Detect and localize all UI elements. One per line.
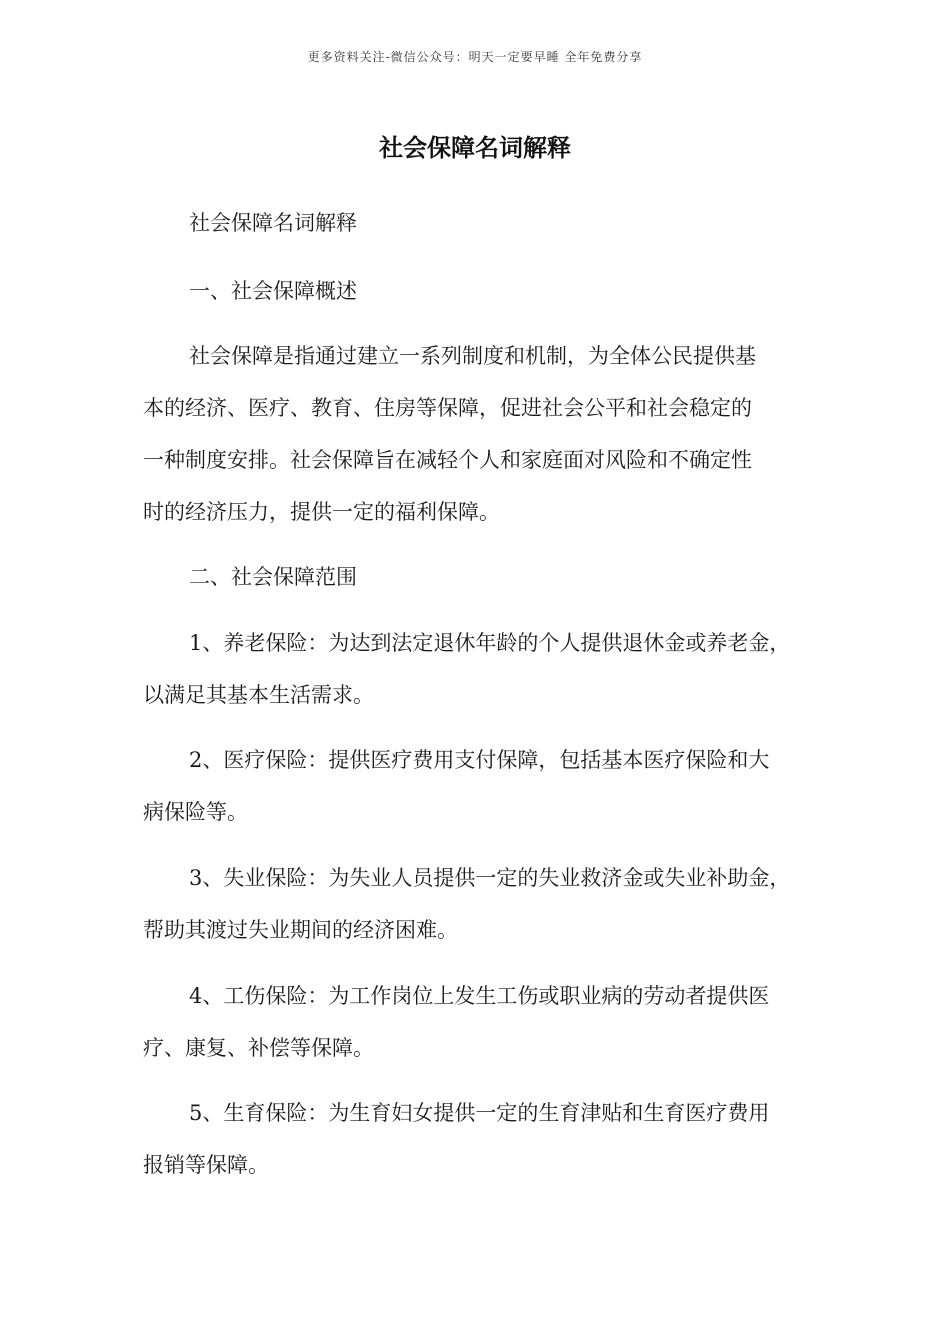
insurance-item-line: 5、生育保险：为生育妇女提供一定的生育津贴和生育医疗费用 [189, 1101, 770, 1125]
section-2-heading: 二、社会保障范围 [189, 565, 357, 589]
header-note: 更多资料关注-微信公众号：明天一定要早睡 全年免费分享 [307, 50, 643, 64]
section-1-paragraph-line: 一种制度安排。社会保障旨在减轻个人和家庭面对风险和不确定性 [143, 448, 752, 472]
insurance-item-line: 1、养老保险：为达到法定退休年龄的个人提供退休金或养老金， [189, 631, 791, 655]
insurance-item-line: 帮助其渡过失业期间的经济困难。 [143, 918, 458, 942]
insurance-item-line: 4、工伤保险：为工作岗位上发生工伤或职业病的劳动者提供医 [189, 984, 770, 1008]
insurance-item-line: 报销等保障。 [143, 1153, 269, 1177]
section-1-paragraph-line: 本的经济、医疗、教育、住房等保障，促进社会公平和社会稳定的 [143, 396, 752, 420]
insurance-item-line: 疗、康复、补偿等保障。 [143, 1036, 374, 1060]
document-subtitle: 社会保障名词解释 [189, 211, 357, 235]
section-1-paragraph-line: 时的经济压力，提供一定的福利保障。 [143, 500, 500, 524]
document-title: 社会保障名词解释 [379, 133, 571, 162]
section-1-heading: 一、社会保障概述 [189, 279, 357, 303]
insurance-item-line: 3、失业保险：为失业人员提供一定的失业救济金或失业补助金， [189, 866, 791, 890]
insurance-item-line: 以满足其基本生活需求。 [143, 683, 374, 707]
insurance-item-line: 病保险等。 [143, 800, 248, 824]
insurance-item-line: 2、医疗保险：提供医疗费用支付保障，包括基本医疗保险和大 [189, 748, 770, 772]
section-1-paragraph-line: 社会保障是指通过建立一系列制度和机制，为全体公民提供基 [189, 344, 756, 368]
